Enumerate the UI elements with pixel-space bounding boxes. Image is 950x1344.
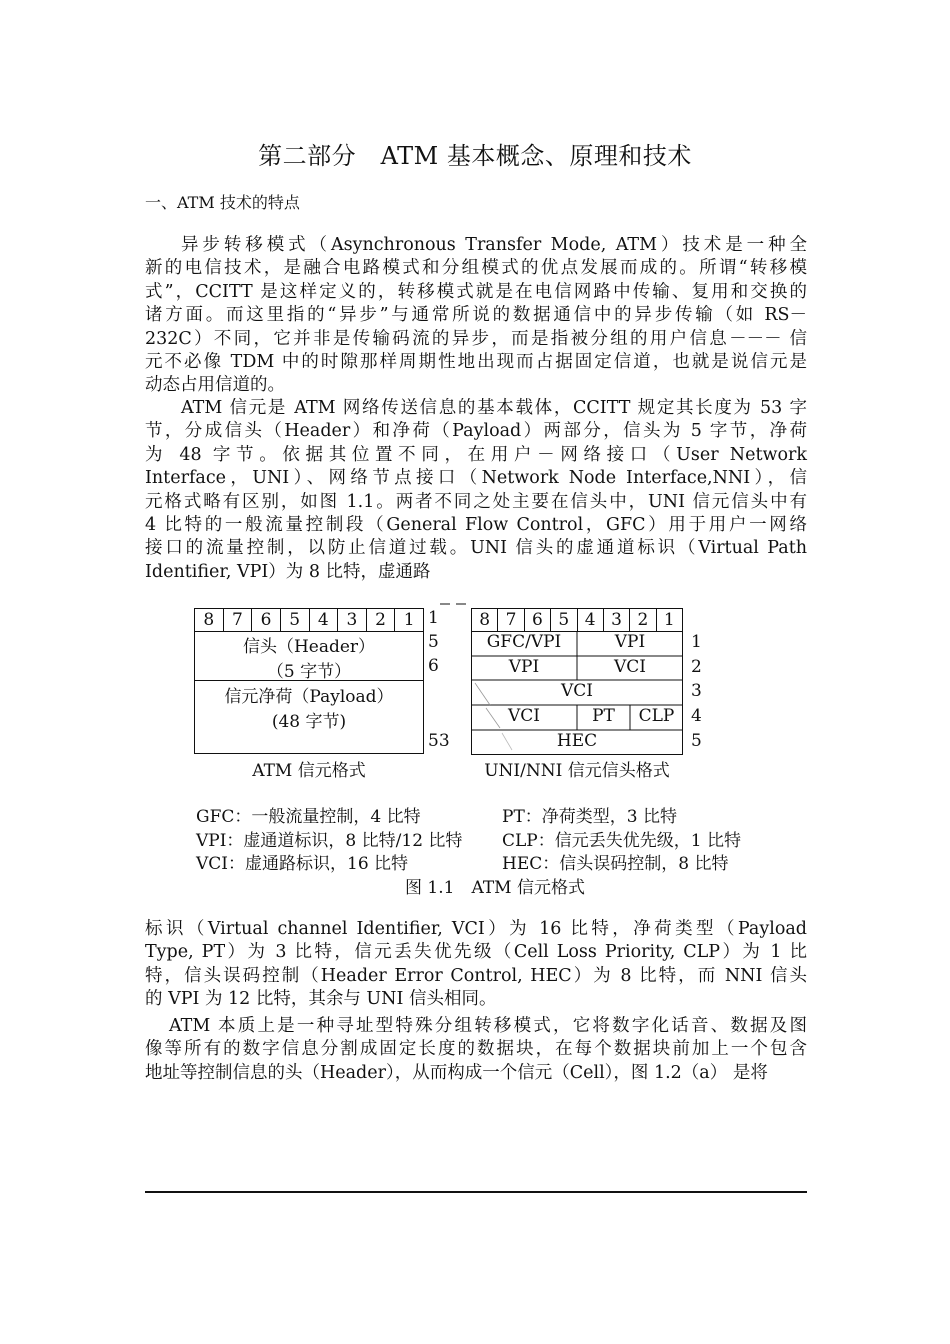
text-line: Identifier, VPI）为 8 比特，虚通路 (145, 561, 431, 582)
paragraph-vci (145, 918, 807, 1012)
bit-label: 7 (223, 609, 252, 632)
legend-item: CLP：信元丢失优先级，1 比特 (502, 831, 741, 851)
text-line: ATM 本质上是一种寻址型特殊分组转移模式，它将数字化话音、数据及图 (169, 1016, 807, 1036)
text-line: 动态占用信道的。 (145, 375, 285, 396)
text-line: 新的电信技术，是融合电路模式和分组模式的优点发展而成的。所谓“转移模 (145, 258, 807, 279)
text-line: 4 比特的一般流量控制段（General Flow Control，GFC）用于用户一网络 (145, 515, 807, 536)
text-line: 元格式略有区别，如图 1.1。两者不同之处主要在信头中，UNI 信元信头中有 (145, 491, 807, 512)
text-line: 像等所有的数字信息分割成固定长度的数据块，在每个数据块前加上一个包含 (145, 1039, 807, 1060)
field-hec: HEC (556, 731, 598, 751)
bit-label: 4 (577, 609, 603, 632)
text-line: 标识（Virtual channel Identifier, VCI）为 16 比特，净荷类型（Payload (145, 919, 807, 939)
byte-mark: 1 (428, 608, 439, 628)
bit-label: 1 (395, 609, 424, 632)
field-clp: CLP (638, 706, 675, 726)
cell-payload-label: 信元净荷（Payload） (224, 687, 394, 707)
legend-item: HEC：信头误码控制，8 比特 (502, 854, 729, 874)
right-caption: UNI/NNI 信元信头格式 (484, 761, 670, 781)
bit-label: 6 (524, 609, 550, 632)
row-number: 3 (691, 681, 702, 701)
byte-mark: 5 (428, 632, 439, 652)
page-title: 第二部分 ATM 基本概念、原理和技术 (258, 142, 692, 170)
text-line: 地址等控制信息的头（Header），从而构成一个信元（Cell），图 1.2（a） (145, 1062, 728, 1083)
text-line: ATM 信元是 ATM 网络传送信息的基本载体，CCITT 规定其长度为 53 字 (181, 398, 807, 418)
text-line: 232C）不同，它并非是传输码流的异步，而是指被分组的用户信息－－－ 信 (145, 328, 807, 349)
text-line: 是将 (732, 1062, 768, 1083)
field-vci: VCI (508, 706, 540, 726)
field-vci: VCI (561, 681, 593, 701)
bit-label: 8 (195, 609, 224, 632)
legend-item: VCI：虚通路标识，16 比特 (196, 854, 409, 874)
row-number: 2 (691, 657, 702, 677)
figure-caption: 图 1.1 ATM 信元格式 (405, 878, 585, 898)
text-line: 为 48 字节。依据其位置不同，在用户－网络接口（User Network (145, 444, 807, 465)
legend-item: PT：净荷类型，3 比特 (502, 807, 677, 827)
field-vpi: VPI (508, 657, 540, 677)
field-vci: VCI (614, 657, 646, 677)
cell-header-label: 信头（Header） (242, 637, 376, 657)
bit-label: 7 (498, 609, 524, 632)
row-number: 5 (691, 731, 702, 751)
bit-label: 2 (630, 609, 656, 632)
byte-mark: 53 (428, 731, 450, 751)
field-vpi: VPI (614, 632, 646, 652)
bit-label: 3 (603, 609, 629, 632)
legend-item: GFC：一般流量控制，4 比特 (196, 807, 421, 827)
field-gfc-vpi: GFC/VPI (486, 632, 562, 652)
text-line: 节，分成信头（Header）和净荷（Payload）两部分，信头为 5 字节，净荷 (145, 421, 807, 442)
bit-label: 4 (309, 609, 338, 632)
cell-header-size: （5 字节） (266, 662, 352, 682)
text-line: 特，信头误码控制（Header Error Control, HEC）为 8 比特，而 NNI 信头 (145, 965, 807, 986)
text-line: 的 VPI 为 12 比特，其余与 UNI 信头相同。 (145, 989, 497, 1010)
bit-label: 3 (338, 609, 367, 632)
text-line: 诸方面。而这里指的“异步”与通常所说的数据通信中的异步传输（如 RS－ (145, 305, 807, 326)
section-heading: 一、ATM 技术的特点 (145, 193, 300, 212)
text-line: 接口的流量控制，以防止信道过载。UNI 信头的虚通道标识（Virtual Path (145, 538, 807, 559)
paragraph-atm-essence (145, 1015, 807, 1085)
text-line: 式”，CCITT 是这样定义的，转移模式就是在电信网路中传输、复用和交换的 (145, 281, 807, 302)
legend-item: VPI：虚通道标识，8 比特/12 比特 (196, 831, 463, 851)
cell-payload-size: (48 字节) (271, 712, 347, 732)
bit-label: 1 (656, 609, 682, 632)
left-caption: ATM 信元格式 (252, 761, 366, 781)
row-number: 1 (691, 632, 702, 652)
text-line: Type, PT）为 3 比特，信元丢失优先级（Cell Loss Priority, CLP）为 1 比 (145, 942, 807, 963)
footer-rule (145, 1191, 807, 1193)
row-number: 4 (691, 706, 702, 726)
bit-label: 5 (280, 609, 309, 632)
byte-mark: 6 (428, 656, 439, 676)
text-line: Interface，UNI）、网络节点接口（Network Node Interface,NNI），信 (145, 468, 807, 489)
text-line: 异步转移模式（Asynchronous Transfer Mode, ATM）技术是一种全 (181, 235, 807, 255)
bit-label: 8 (472, 609, 498, 632)
bit-label: 6 (252, 609, 281, 632)
bit-label: 2 (366, 609, 395, 632)
field-pt: PT (592, 706, 615, 726)
bit-label: 5 (551, 609, 577, 632)
text-line: 元不必像 TDM 中的时隙那样周期性地出现而占据固定信道，也就是说信元是 (145, 352, 807, 373)
